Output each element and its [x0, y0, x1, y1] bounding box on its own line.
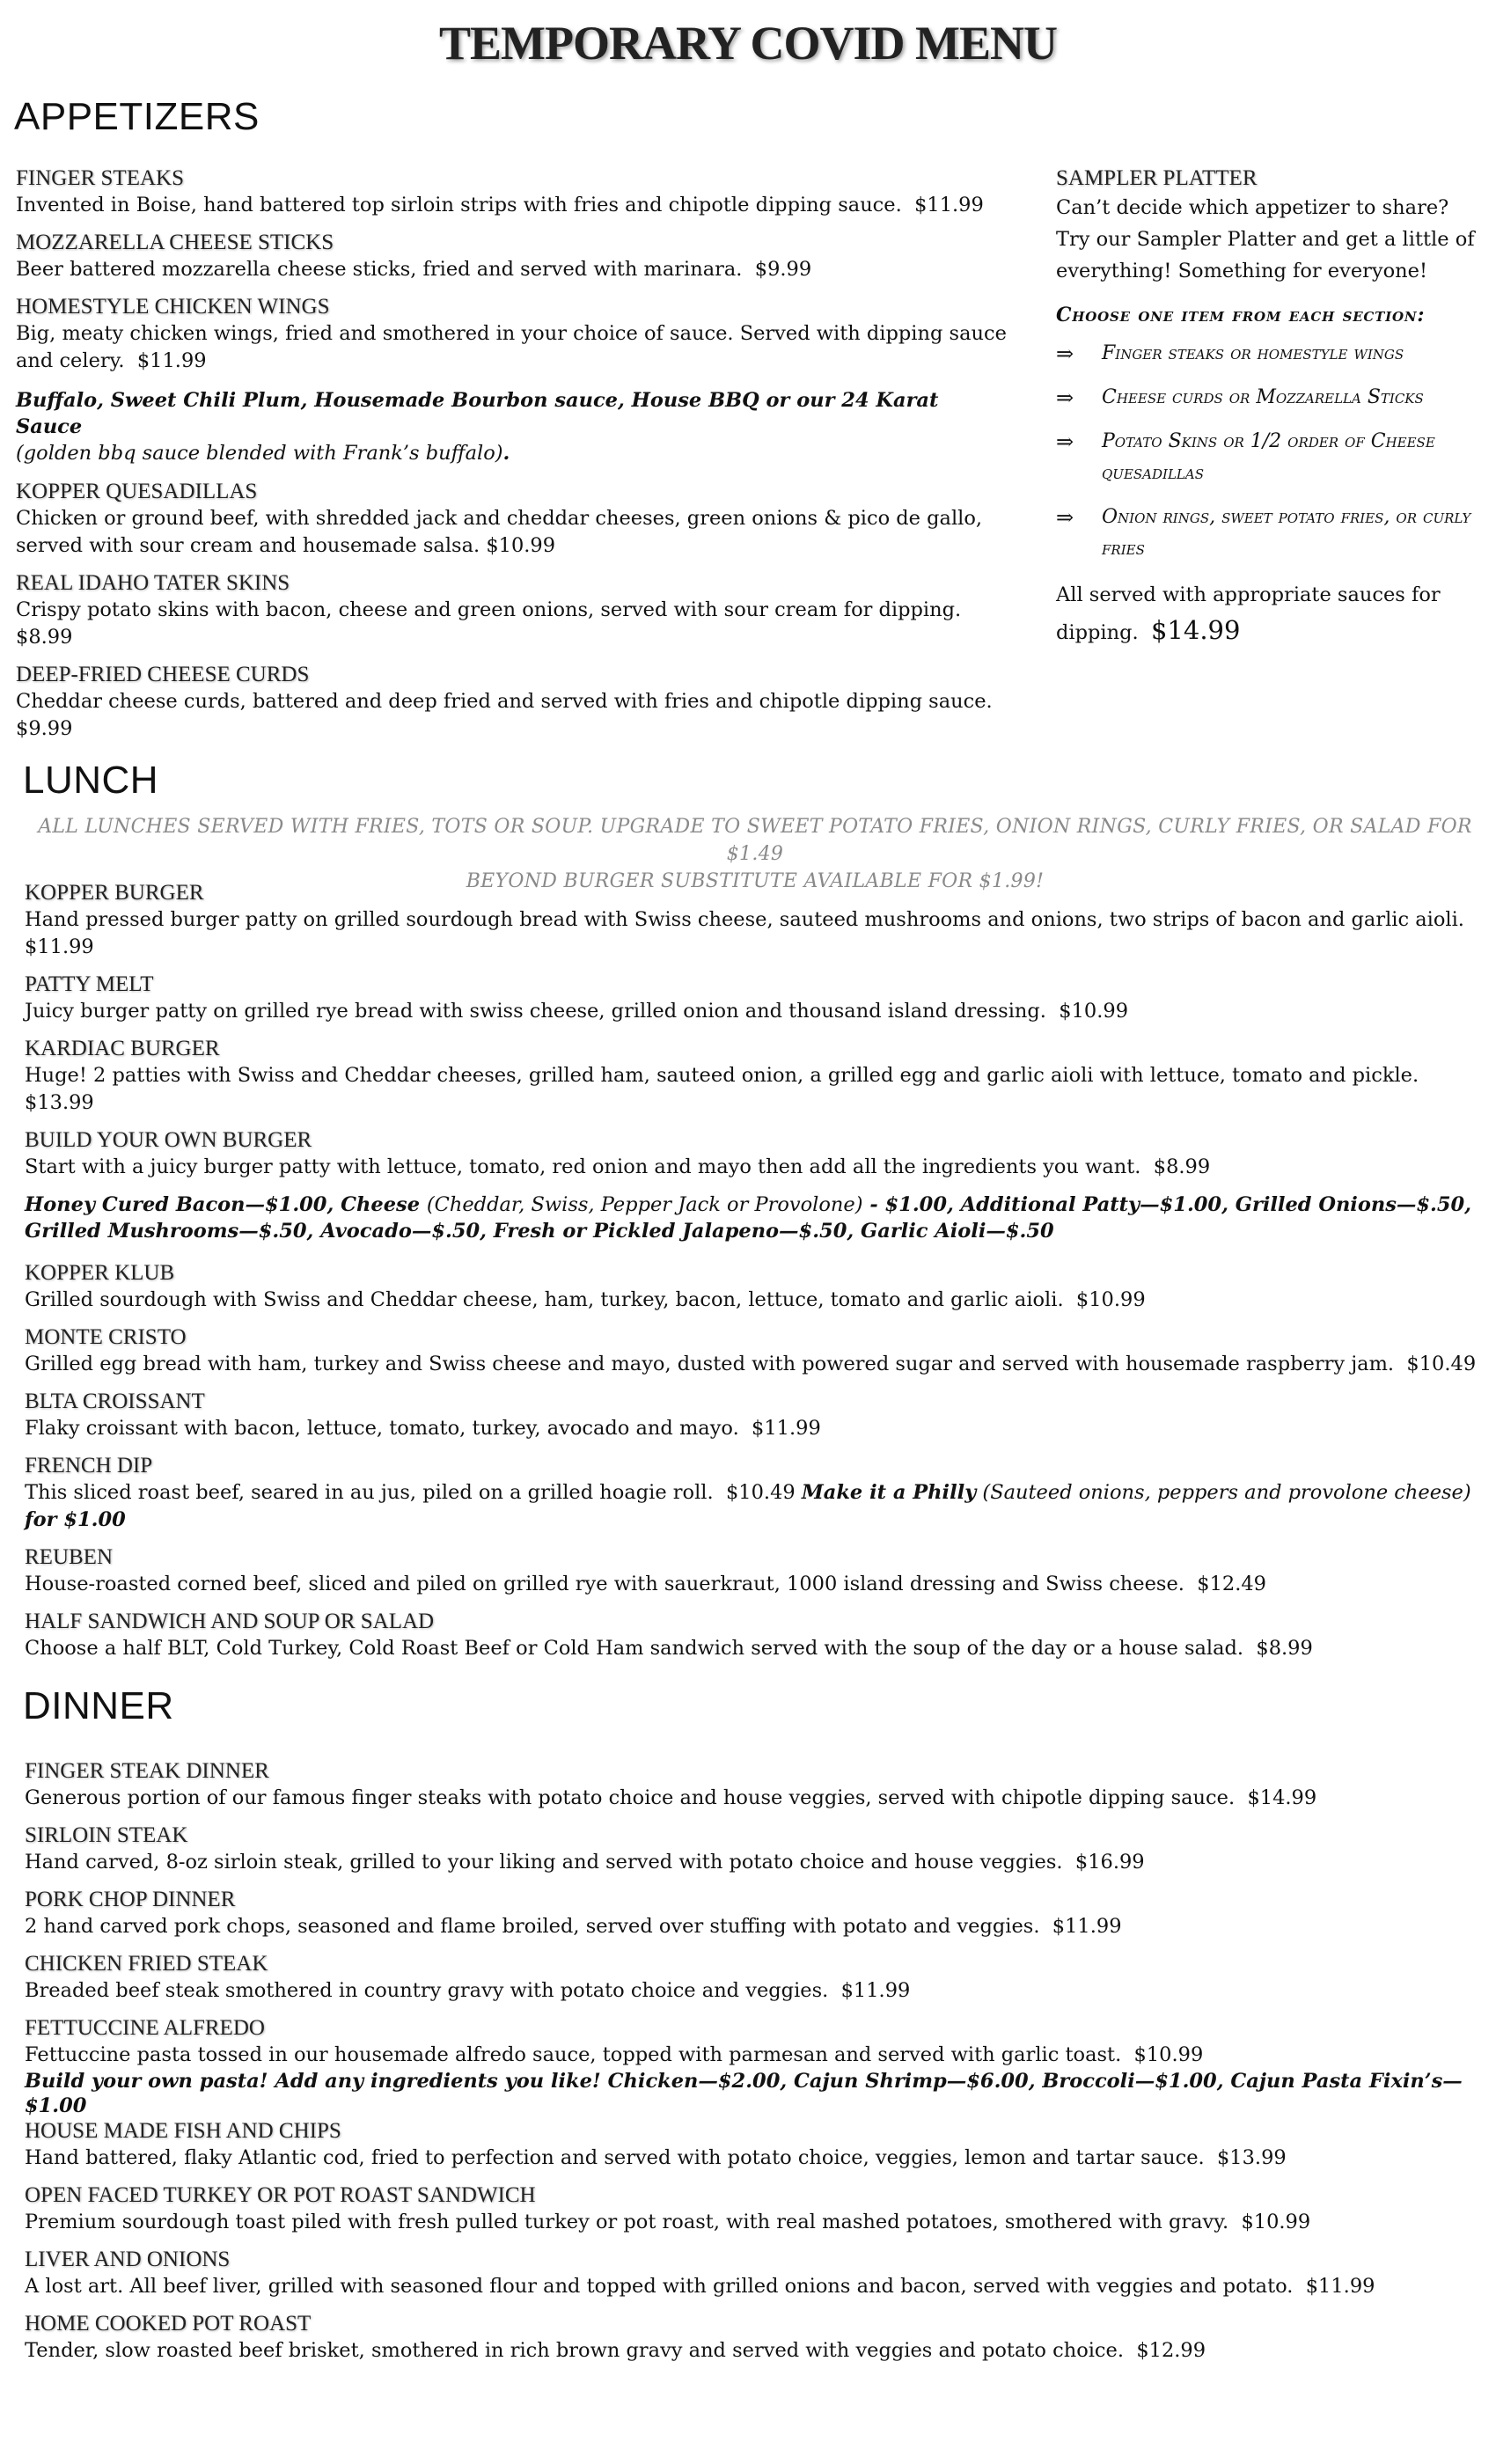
- beyond-burger-note: BEYOND BURGER SUBSTITUTE AVAILABLE FOR $1.99!: [466, 870, 1045, 892]
- menu-item: [16, 662, 1010, 743]
- item-price: $13.99: [25, 1091, 94, 1114]
- item-price: $10.99: [1059, 1000, 1129, 1023]
- item-name: HOUSE MADE FISH AND CHIPS: [25, 2119, 341, 2143]
- wing-sauces-note: (golden bbq sauce blended with Frank’s buffalo): [16, 442, 503, 465]
- item-price: $11.99: [840, 1979, 911, 2002]
- menu-item: [16, 230, 1010, 283]
- item-name: PATTY MELT: [25, 972, 154, 996]
- item-name: REAL IDAHO TATER SKINS: [16, 571, 290, 595]
- item-desc: Generous portion of our famous finger steaks with potato choice and house veggies, served with chipotle dipping sauce. $14.99: [25, 1786, 1317, 1809]
- item-desc: Tender, slow roasted beef brisket, smothered in rich brown gravy and served with veggies and potato choice. $12.99: [25, 2339, 1206, 2362]
- item-price: $11.99: [1305, 2275, 1375, 2298]
- item-desc: Grilled sourdough with Swiss and Cheddar cheese, ham, turkey, bacon, lettuce, tomato and garlic aioli. $10.99: [25, 1288, 1146, 1311]
- item-desc: Start with a juicy burger patty with lettuce, tomato, red onion and mayo then add all the ingredients you want. $8.99: [25, 1155, 1211, 1178]
- arrow-icon: ⇒: [1056, 429, 1074, 454]
- sampler-name: SAMPLER PLATTER: [1056, 166, 1258, 190]
- arrow-icon: ⇒: [1056, 341, 1074, 366]
- menu-item: [25, 2015, 1490, 2118]
- item-desc: Flaky croissant with bacon, lettuce, tomato, turkey, avocado and mayo. $11.99: [25, 1417, 821, 1440]
- item-name: OPEN FACED TURKEY OR POT ROAST SANDWICH: [25, 2183, 536, 2207]
- menu-item: [25, 1822, 1490, 1876]
- sampler-choice: ⇒ Cheese curds or Mozzarella Sticks: [1056, 382, 1483, 414]
- item-name: BUILD YOUR OWN BURGER: [25, 1128, 312, 1152]
- item-name: HOME COOKED POT ROAST: [25, 2312, 312, 2336]
- sampler-choice: ⇒ Onion rings, sweet potato fries, or curly fries: [1056, 502, 1483, 565]
- item-name: CHICKEN FRIED STEAK: [25, 1952, 268, 1976]
- dinner-heading: DINNER: [23, 1684, 174, 1727]
- item-price: $11.99: [1052, 1915, 1122, 1938]
- item-price: $9.99: [16, 717, 73, 740]
- item-price: $9.99: [754, 258, 812, 281]
- item-price: $8.99: [16, 626, 73, 649]
- menu-item: [16, 479, 1010, 560]
- item-price: $13.99: [1216, 2146, 1287, 2169]
- wing-sauces: Buffalo, Sweet Chili Plum, Housemade Bourbon sauce, House BBQ or our 24 Karat Sauce (golden bbq sauce blended with Frank’s buffalo).: [16, 389, 939, 465]
- item-desc: Hand pressed burger patty on grilled sourdough bread with Swiss cheese, sauteed mushrooms and onions, two strips of bacon and garlic aioli. $11.99: [25, 908, 1464, 958]
- sampler-foot: All served with appropriate sauces for dipping. $14.99: [1056, 583, 1441, 645]
- menu-item: [25, 2247, 1490, 2300]
- menu-item: [25, 880, 1490, 961]
- item-name: KOPPER QUESADILLAS: [16, 480, 258, 503]
- item-name: DEEP-FRIED CHEESE CURDS: [16, 663, 310, 686]
- item-desc: Huge! 2 patties with Swiss and Cheddar cheeses, grilled ham, sauteed onion, a grilled egg and garlic aioli with lettuce, tomato and pickle. $13.99: [25, 1064, 1419, 1114]
- sampler-desc: Can’t decide which appetizer to share? Try our Sampler Platter and get a little of everything! Something for everyone!: [1056, 196, 1475, 282]
- item-desc: This sliced roast beef, seared in au jus, piled on a grilled hoagie roll. $10.49 Make it a Philly (Sauteed onions, peppers and provolone cheese) for $1.00: [25, 1481, 1471, 1531]
- item-name: PORK CHOP DINNER: [25, 1888, 236, 1911]
- menu-item: [25, 1260, 1490, 1314]
- item-price: $12.99: [1136, 2339, 1206, 2362]
- item-name: HOMESTYLE CHICKEN WINGS: [16, 295, 330, 319]
- item-price: $11.99: [752, 1417, 821, 1440]
- appetizers-list: [16, 165, 1010, 753]
- arrow-icon: ⇒: [1056, 385, 1074, 410]
- sampler-choice: ⇒ Potato Skins or 1/2 order of Cheese quesadillas: [1056, 426, 1483, 489]
- item-desc: Invented in Boise, hand battered top sirloin strips with fries and chipotle dipping sauce. $11.99: [16, 194, 984, 216]
- sampler-choice: ⇒ Finger steaks or homestyle wings: [1056, 338, 1483, 370]
- menu-item: [25, 1887, 1490, 1940]
- menu-item: [25, 1453, 1490, 1534]
- menu-item: [25, 1544, 1490, 1598]
- arrow-icon: ⇒: [1056, 505, 1074, 530]
- item-desc: Chicken or ground beef, with shredded jack and cheddar cheeses, green onions & pico de gallo, served with sour cream and housemade salsa. $10.99: [16, 507, 983, 557]
- menu-item: [25, 1609, 1490, 1662]
- item-price: $10.49: [725, 1481, 796, 1504]
- item-price: $10.99: [1241, 2211, 1311, 2233]
- item-desc: 2 hand carved pork chops, seasoned and flame broiled, served over stuffing with potato and veggies. $11.99: [25, 1915, 1122, 1938]
- item-price: $10.99: [486, 534, 556, 557]
- item-desc: Grilled egg bread with ham, turkey and Swiss cheese and mayo, dusted with powered sugar and served with housemade raspberry jam. $10.49: [25, 1353, 1477, 1375]
- dinner-list: [25, 1758, 1490, 2375]
- sampler-platter: [1056, 165, 1483, 650]
- item-name: BLTA CROISSANT: [25, 1390, 205, 1413]
- item-name: SIRLOIN STEAK: [25, 1823, 188, 1847]
- item-name: FINGER STEAKS: [16, 166, 184, 190]
- item-price: $14.99: [1247, 1786, 1317, 1809]
- menu-item: [25, 1758, 1490, 1812]
- item-price: $10.49: [1406, 1353, 1477, 1375]
- item-desc: Hand battered, flaky Atlantic cod, fried to perfection and served with potato choice, veggies, lemon and tartar sauce. $13.99: [25, 2146, 1287, 2169]
- menu-item: [25, 1389, 1490, 1442]
- burger-addons: Honey Cured Bacon—$1.00, Cheese (Cheddar, Swiss, Pepper Jack or Provolone) - $1.00, Additional Patty—$1.00, Grilled Onions—$.50, Grilled Mushrooms—$.50, Avocado—$.50, Fresh or Pickled Jalapeno—$.50, Garlic Aioli—$.50: [25, 1193, 1472, 1243]
- item-name: MOZZARELLA CHEESE STICKS: [16, 231, 334, 254]
- item-desc: Juicy burger patty on grilled rye bread with swiss cheese, grilled onion and thousand island dressing. $10.99: [25, 1000, 1129, 1023]
- item-name: KOPPER KLUB: [25, 1261, 175, 1285]
- menu-item: [25, 1127, 1490, 1181]
- item-name: KOPPER BURGER: [25, 881, 204, 905]
- menu-item: [25, 1036, 1490, 1117]
- lunch-heading: LUNCH: [23, 759, 159, 802]
- lunch-list: [25, 880, 1490, 1673]
- item-desc: Breaded beef steak smothered in country gravy with potato choice and veggies. $11.99: [25, 1979, 911, 2002]
- menu-title: TEMPORARY COVID MENU: [438, 17, 1058, 70]
- item-desc: Premium sourdough toast piled with fresh pulled turkey or pot roast, with real mashed potatoes, smothered with gravy. $10.99: [25, 2211, 1311, 2233]
- item-desc: Choose a half BLT, Cold Turkey, Cold Roast Beef or Cold Ham sandwich served with the soup of the day or a house salad. $8.99: [25, 1637, 1313, 1660]
- item-name: FRENCH DIP: [25, 1454, 153, 1478]
- menu-item: [16, 165, 1010, 219]
- item-price: $8.99: [1153, 1155, 1211, 1178]
- item-desc: Cheddar cheese curds, battered and deep fried and served with fries and chipotle dipping sauce. $9.99: [16, 690, 993, 740]
- item-name: MONTE CRISTO: [25, 1325, 187, 1349]
- item-price: $11.99: [136, 349, 207, 372]
- item-price: $10.99: [1075, 1288, 1146, 1311]
- item-desc: A lost art. All beef liver, grilled with seasoned flour and topped with grilled onions and bacon, served with veggies and potato. $11.99: [25, 2275, 1375, 2298]
- item-price: $11.99: [914, 194, 984, 216]
- item-name: LIVER AND ONIONS: [25, 2248, 231, 2271]
- menu-item: [25, 1324, 1490, 1378]
- menu-item: [16, 570, 1010, 651]
- item-price: $8.99: [1256, 1637, 1313, 1660]
- item-desc: Beer battered mozzarella cheese sticks, fried and served with marinara. $9.99: [16, 258, 812, 281]
- sampler-choose: Choose one item from each section:: [1056, 304, 1426, 326]
- menu-item: [25, 972, 1490, 1025]
- item-name: KARDIAC BURGER: [25, 1037, 220, 1060]
- philly-upgrade: Make it a Philly: [801, 1481, 977, 1504]
- pasta-addons: Build your own pasta! Add any ingredients you like! Chicken—$2.00, Cajun Shrimp—$6.00, Broccoli—$1.00, Cajun Pasta Fixin’s—$1.00: [25, 2070, 1463, 2117]
- lunch-note: ALL LUNCHES SERVED WITH FRIES, TOTS OR SOUP. UPGRADE TO SWEET POTATO FRIES, ONION RINGS, CURLY FRIES, OR SALAD FOR $1.49: [38, 816, 1472, 865]
- item-price: $11.99: [25, 935, 94, 958]
- item-desc: Fettuccine pasta tossed in our housemade alfredo sauce, topped with parmesan and served with garlic toast. $10.99: [25, 2043, 1204, 2066]
- item-desc: Big, meaty chicken wings, fried and smothered in your choice of sauce. Served with dipping sauce and celery. $11.99: [16, 322, 1007, 372]
- item-price: $12.49: [1197, 1573, 1266, 1595]
- item-name: HALF SANDWICH AND SOUP OR SALAD: [25, 1610, 435, 1633]
- appetizers-heading: APPETIZERS: [14, 95, 260, 138]
- item-price: $16.99: [1074, 1851, 1145, 1874]
- item-desc: Hand carved, 8-oz sirloin steak, grilled to your liking and served with potato choice and house veggies. $16.99: [25, 1851, 1145, 1874]
- menu-item: [25, 1951, 1490, 2005]
- sampler-price: $14.99: [1150, 615, 1241, 645]
- menu-item: [25, 2311, 1490, 2365]
- item-desc: House-roasted corned beef, sliced and piled on grilled rye with sauerkraut, 1000 island dressing and Swiss cheese. $12.49: [25, 1573, 1266, 1595]
- item-desc: Crispy potato skins with bacon, cheese and green onions, served with sour cream for dipping. $8.99: [16, 598, 962, 649]
- menu-item: [25, 2182, 1490, 2236]
- item-name: FINGER STEAK DINNER: [25, 1759, 269, 1783]
- item-name: FETTUCCINE ALFREDO: [25, 2016, 265, 2040]
- menu-item: [16, 294, 1010, 375]
- item-price: $10.99: [1133, 2043, 1204, 2066]
- menu-item: [25, 2118, 1490, 2172]
- item-name: REUBEN: [25, 1545, 113, 1569]
